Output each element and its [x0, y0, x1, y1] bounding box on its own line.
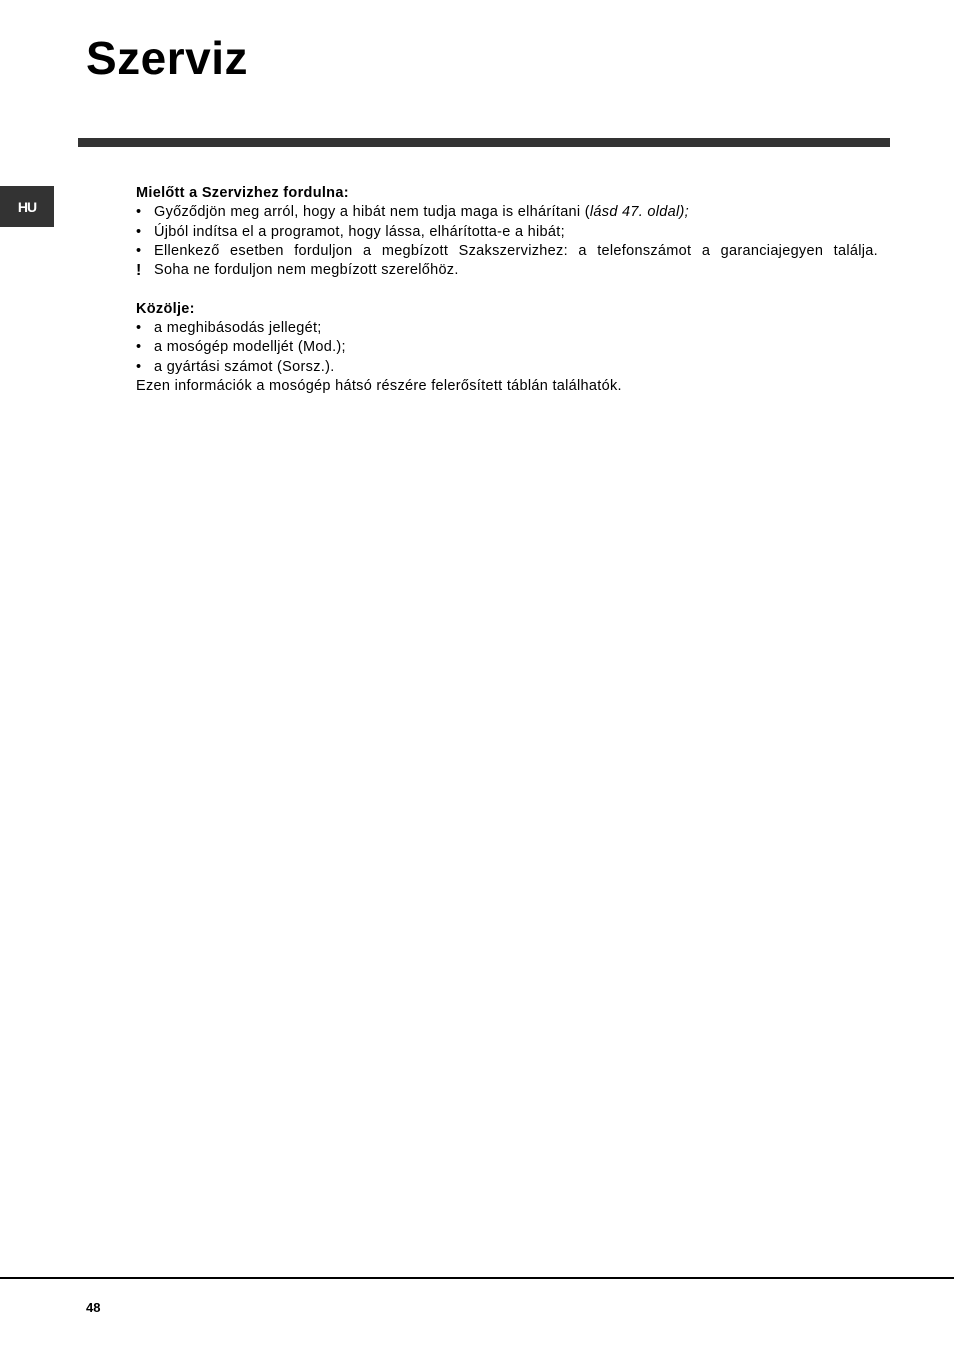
title-divider	[78, 138, 890, 147]
bullet-icon: •	[136, 223, 142, 240]
list-item	[136, 319, 878, 338]
page-title: Szerviz	[86, 32, 249, 84]
content	[136, 184, 878, 396]
list-item	[136, 358, 878, 377]
heading-before-service: Mielőtt a Szervizhez fordulna:	[136, 185, 349, 201]
page-number: 48	[86, 1300, 101, 1315]
list-item-text: a mosógép modelljét (Mod.);	[154, 339, 346, 356]
list-item-text: Ellenkező esetben forduljon a megbízott Szakszervizhez: a telefonszámot a garanciajegyen találja.	[154, 242, 878, 259]
bullet-icon: •	[136, 358, 142, 375]
list-item-text: a meghibásodás jellegét;	[154, 320, 322, 337]
page-reference: lásd 47. oldal);	[589, 204, 690, 221]
heading-report: Közölje:	[136, 300, 195, 317]
bullet-icon: •	[136, 320, 142, 337]
warning-text: Soha ne forduljon nem megbízott szerelőhöz.	[154, 262, 459, 279]
spacer	[136, 280, 878, 299]
list-item-text: Győződjön meg arról, hogy a hibát nem tudja maga is elhárítani (lásd 47. oldal);	[154, 204, 690, 221]
language-tab: HU	[0, 186, 54, 227]
footer-divider	[0, 1277, 954, 1279]
list-item	[136, 338, 878, 357]
bullet-icon: •	[136, 339, 142, 356]
list-item	[136, 203, 878, 222]
list-item-text: a gyártási számot (Sorsz.).	[154, 358, 335, 375]
list-item-text: Újból indítsa el a programot, hogy lássa, elhárította-e a hibát;	[154, 223, 565, 240]
bullet-icon: •	[136, 242, 142, 259]
info-note: Ezen információk a mosógép hátsó részére felerősített táblán találhatók.	[136, 377, 622, 394]
warning-icon: !	[136, 262, 142, 280]
list-item	[136, 242, 878, 261]
warning-item	[136, 261, 878, 280]
bullet-icon: •	[136, 204, 142, 221]
list-item	[136, 223, 878, 242]
